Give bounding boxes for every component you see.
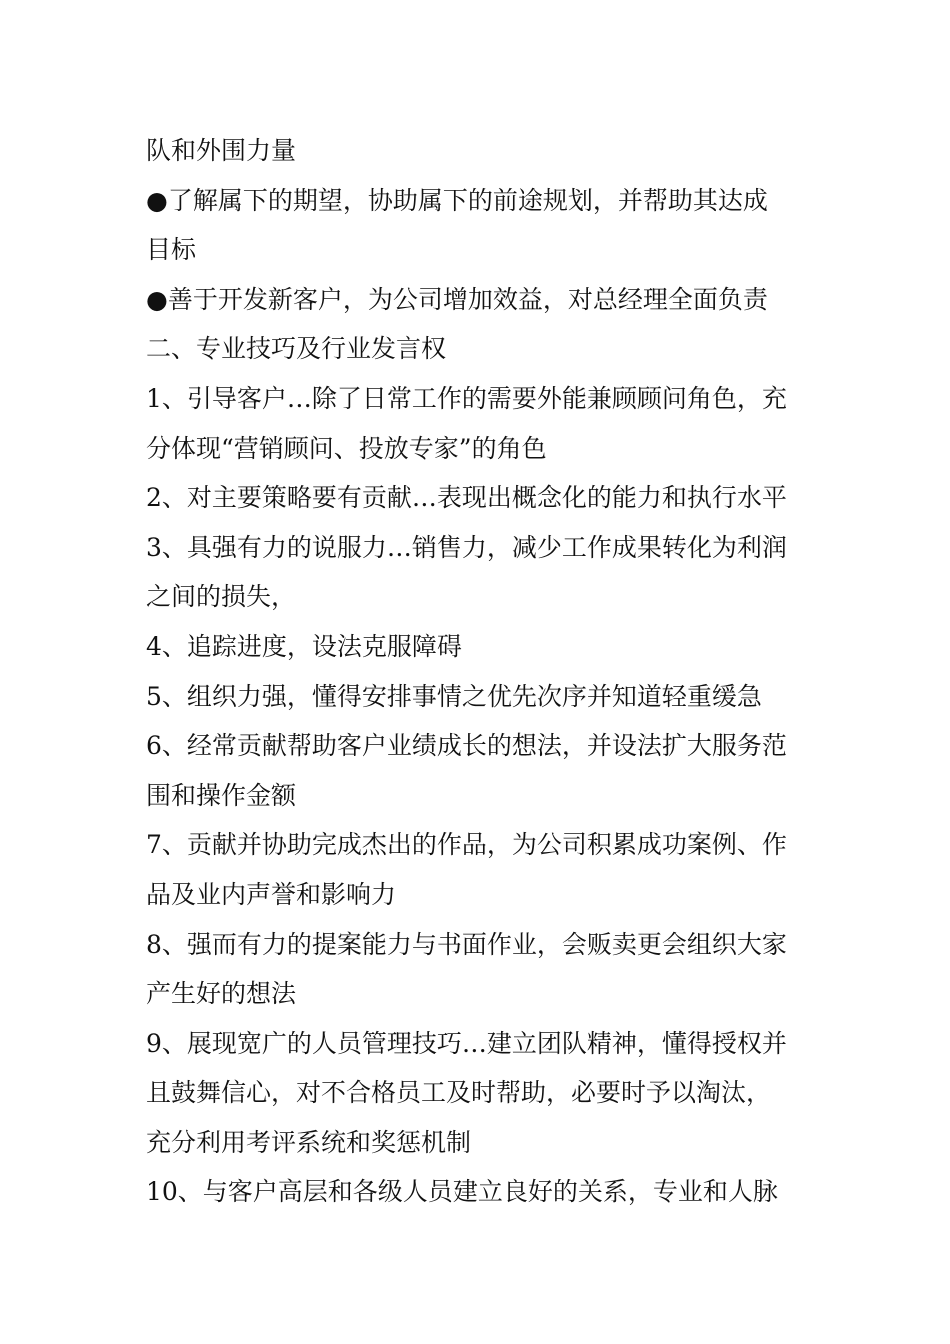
text-line: 分体现“营销顾问、投放专家”的角色 <box>146 433 547 463</box>
list-item-line: 6、经常贡献帮助客户业绩成长的想法，并设法扩大服务范 <box>146 731 787 761</box>
text-line: 队和外围力量 <box>146 136 297 165</box>
section-heading: 二、专业技巧及行业发言权 <box>146 334 447 364</box>
list-item-line: 5、组织力强，懂得安排事情之优先次序并知道轻重缓急 <box>146 681 762 711</box>
list-item-line: 4、追踪进度，设法克服障碍 <box>146 631 462 661</box>
text-line: 充分利用考评系统和奖惩机制 <box>146 1127 472 1157</box>
document-body <box>146 126 826 1217</box>
list-item-line: 8、强而有力的提案能力与书面作业，会贩卖更会组织大家 <box>146 929 787 959</box>
list-item-line: 10、与客户高层和各级人员建立良好的关系，专业和人脉 <box>146 1177 778 1207</box>
list-item-line: 2、对主要策略要有贡献…表现出概念化的能力和执行水平 <box>146 483 787 513</box>
text-line: 之间的损失， <box>146 582 297 612</box>
text-line: 围和操作金额 <box>146 780 297 810</box>
text-line: 目标 <box>146 235 197 265</box>
list-item-line: 3、具强有力的说服力…销售力，减少工作成果转化为利润 <box>146 532 787 562</box>
bullet-line: ●了解属下的期望，协助属下的前途规划，并帮助其达成 <box>146 185 768 215</box>
list-item-line: 7、贡献并协助完成杰出的作品，为公司积累成功案例、作 <box>146 830 787 860</box>
list-item-line: 1、引导客户…除了日常工作的需要外能兼顾顾问角色，充 <box>146 383 787 413</box>
text-line: 品及业内声誉和影响力 <box>146 879 397 909</box>
bullet-line: ●善于开发新客户，为公司增加效益，对总经理全面负责 <box>146 284 768 314</box>
text-line: 且鼓舞信心，对不合格员工及时帮助，必要时予以淘汰， <box>146 1078 772 1108</box>
list-item-line: 9、展现宽广的人员管理技巧…建立团队精神，懂得授权并 <box>146 1028 787 1058</box>
text-line: 产生好的想法 <box>146 979 297 1009</box>
